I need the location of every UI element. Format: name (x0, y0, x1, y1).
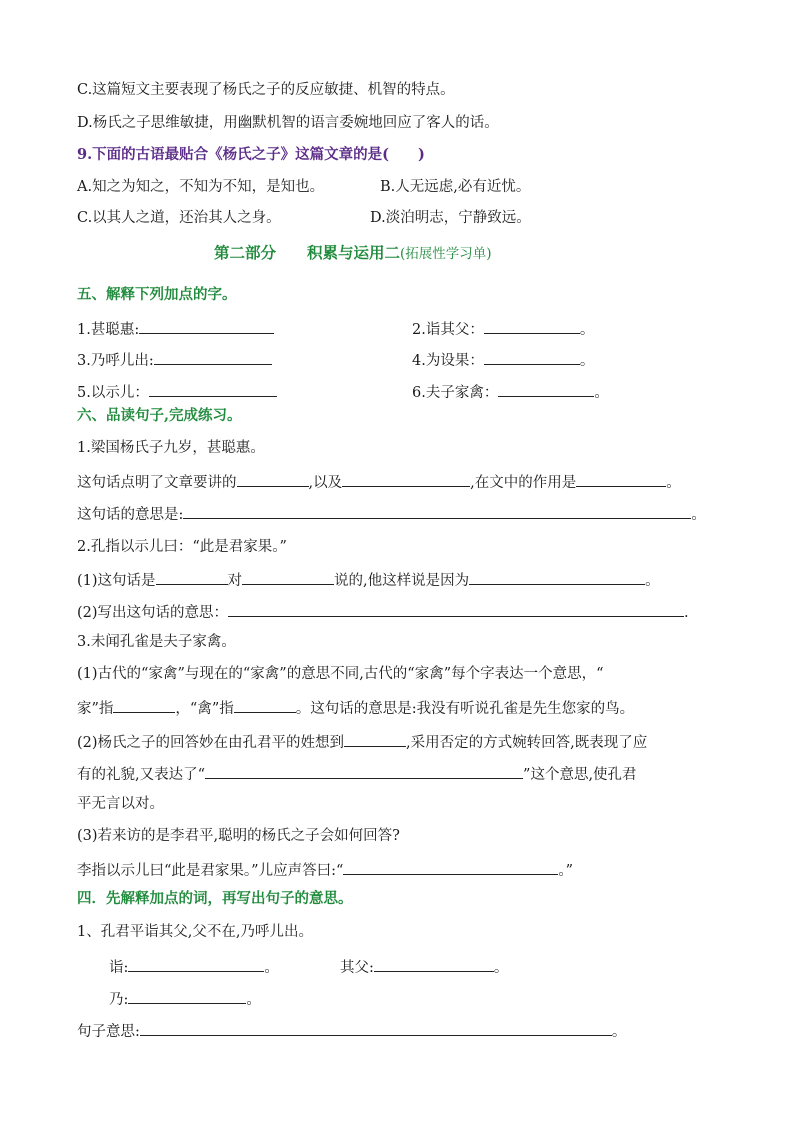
text-fragment: ,以及 (308, 475, 343, 491)
sec4-meaning (77, 1019, 626, 1042)
sec5-item-3-blank[interactable] (154, 348, 272, 365)
text-fragment: 。 (611, 1024, 627, 1040)
text-fragment: 有的礼貌,又表达了“ (77, 767, 206, 783)
sec4-word-1 (109, 955, 279, 978)
text-fragment: . (684, 605, 689, 621)
text-fragment: 诣: (109, 960, 129, 976)
sec5-item-2 (412, 317, 594, 340)
sec6-sentence-1: 1.梁国杨氏子九岁，甚聪惠。 (77, 440, 265, 456)
text-fragment: (2)杨氏之子的回答妙在由孔君平的姓想到 (77, 735, 345, 751)
section-four-heading: 四．先解释加点的词，再写出句子的意思。 (77, 890, 353, 907)
sec5-item-1 (77, 317, 274, 340)
text-fragment: 。 (246, 992, 261, 1008)
sec6-sentence-3: 3.未闻孔雀是夫子家禽。 (77, 634, 236, 650)
text-fragment: 。 (493, 960, 509, 976)
s2a-blank-1[interactable] (156, 568, 228, 585)
s3g-blank[interactable] (343, 858, 558, 875)
part-two-title (214, 243, 492, 264)
part-two-subtitle: (拓展性学习单) (400, 246, 492, 262)
part-two-title-text: 第二部分 积累与运用二 (214, 243, 401, 262)
s2a-blank-2[interactable] (242, 568, 334, 585)
s2a-blank-3[interactable] (469, 568, 645, 585)
sec5-item-5-blank[interactable] (149, 380, 277, 397)
sec5-item-3-label: 3.乃呼儿出: (77, 353, 154, 369)
sec5-item-1-blank[interactable] (139, 317, 274, 334)
s2b-blank[interactable] (228, 600, 684, 617)
sec5-item-4-label: 4.为设果： (412, 353, 484, 369)
q9-stem: 9.下面的古语最贴合《杨氏之子》这篇文章的是( ) (77, 146, 425, 163)
s3d-blank[interactable] (205, 762, 523, 779)
sec5-item-6 (412, 380, 609, 403)
text-fragment: 说的,他这样说是因为 (334, 573, 470, 589)
text-fragment: ,采用否定的方式婉转回答,既表现了应 (406, 735, 648, 751)
text-fragment: 家”指 (77, 701, 114, 717)
q8-option-c: C.这篇短文主要表现了杨氏之子的反应敏捷、机智的特点。 (77, 82, 455, 98)
q9-option-c: C.以其人之道，还治其人之身。 (77, 210, 281, 226)
sec6-s3-question-c-answer (77, 858, 573, 881)
q9-option-b: B.人无远虑,必有近忧。 (380, 179, 531, 195)
text-fragment: 句子意思: (77, 1024, 140, 1040)
sec4-word-3 (109, 987, 261, 1010)
sec5-item-1-label: 1.甚聪惠: (77, 322, 140, 338)
text-fragment: (2)写出这句话的意思： (77, 605, 229, 621)
sec5-item-2-end: 。 (579, 322, 595, 338)
text-fragment: 。 (691, 507, 706, 523)
sec4-word-2 (340, 955, 508, 978)
s3b-blank-2[interactable] (234, 696, 296, 713)
text-fragment: 。 (645, 573, 660, 589)
sec6-s1-question-b (77, 502, 706, 525)
text-fragment: ”这个意思,使孔君 (523, 767, 637, 783)
sec5-item-4 (412, 348, 594, 371)
s3b-blank-1[interactable] (113, 696, 175, 713)
sec5-item-6-blank[interactable] (498, 380, 594, 397)
text-fragment: ,在文中的作用是 (470, 475, 577, 491)
sec5-item-6-end: 。 (594, 385, 609, 401)
q9-option-d: D.淡泊明志，宁静致远。 (370, 210, 531, 226)
s3c-blank[interactable] (344, 730, 406, 747)
sec5-item-2-blank[interactable] (484, 317, 580, 334)
text-fragment: 这句话的意思是: (77, 507, 184, 523)
sec6-s3-question-b (77, 730, 647, 753)
sec5-item-5-label: 5.以示儿： (77, 385, 149, 401)
sec4-w1-blank[interactable] (128, 955, 264, 972)
sec4-w3-blank[interactable] (128, 987, 246, 1004)
sec6-s3-question-c: (3)若来访的是李君平,聪明的杨氏之子会如何回答? (77, 828, 400, 844)
sec5-item-2-label: 2.诣其父： (412, 322, 484, 338)
sec4-meaning-blank[interactable] (140, 1019, 612, 1036)
text-fragment: 。” (558, 863, 574, 879)
sec6-sentence-2: 2.孔指以示儿曰：“此是君家果。” (77, 539, 287, 555)
sec5-item-4-end: 。 (579, 353, 595, 369)
text-fragment: (1)这句话是 (77, 573, 156, 589)
section-six-heading: 六、品读句子,完成练习。 (77, 407, 242, 424)
q9-option-a: A.知之为知之，不知为不知，是知也。 (77, 179, 325, 195)
text-fragment: 对 (227, 573, 243, 589)
text-fragment: 乃: (109, 992, 129, 1008)
sec6-s2-question-a (77, 568, 660, 591)
sec6-s3-question-b-end: 平无言以对。 (77, 796, 164, 812)
sec5-item-4-blank[interactable] (484, 348, 580, 365)
s1a-blank-2[interactable] (342, 470, 470, 487)
sec6-s3-question-a-cont (77, 696, 634, 719)
sec5-item-3 (77, 348, 272, 371)
text-fragment: 。这句话的意思是:我没有听说孔雀是先生您家的鸟。 (295, 701, 635, 717)
text-fragment: 这句话点明了文章要讲的 (77, 475, 237, 491)
text-fragment: 。 (264, 960, 279, 976)
s1a-blank-1[interactable] (237, 470, 309, 487)
sec5-item-6-label: 6.夫子家禽： (412, 385, 499, 401)
sec6-s1-question-a (77, 470, 681, 493)
s1b-blank[interactable] (183, 502, 691, 519)
sec6-s3-question-b-cont (77, 762, 637, 785)
sec6-s3-question-a: (1)古代的“家禽”与现在的“家禽”的意思不同,古代的“家禽”每个字表达一个意思，“ (77, 666, 604, 682)
sec6-s2-question-b (77, 600, 689, 623)
text-fragment: 李指以示儿曰“此是君家果。”儿应声答曰:“ (77, 863, 344, 879)
q8-option-d: D.杨氏之子思维敏捷，用幽默机智的语言委婉地回应了客人的话。 (77, 115, 499, 131)
text-fragment: 。 (666, 475, 681, 491)
text-fragment: ，“禽”指 (175, 701, 234, 717)
sec4-w2-blank[interactable] (374, 955, 494, 972)
s1a-blank-3[interactable] (576, 470, 666, 487)
sec5-item-5 (77, 380, 277, 403)
text-fragment: 其父: (340, 960, 374, 976)
section-five-heading: 五、解释下列加点的字。 (77, 286, 237, 303)
sec4-sentence-1: 1、孔君平诣其父,父不在,乃呼儿出。 (77, 924, 313, 940)
